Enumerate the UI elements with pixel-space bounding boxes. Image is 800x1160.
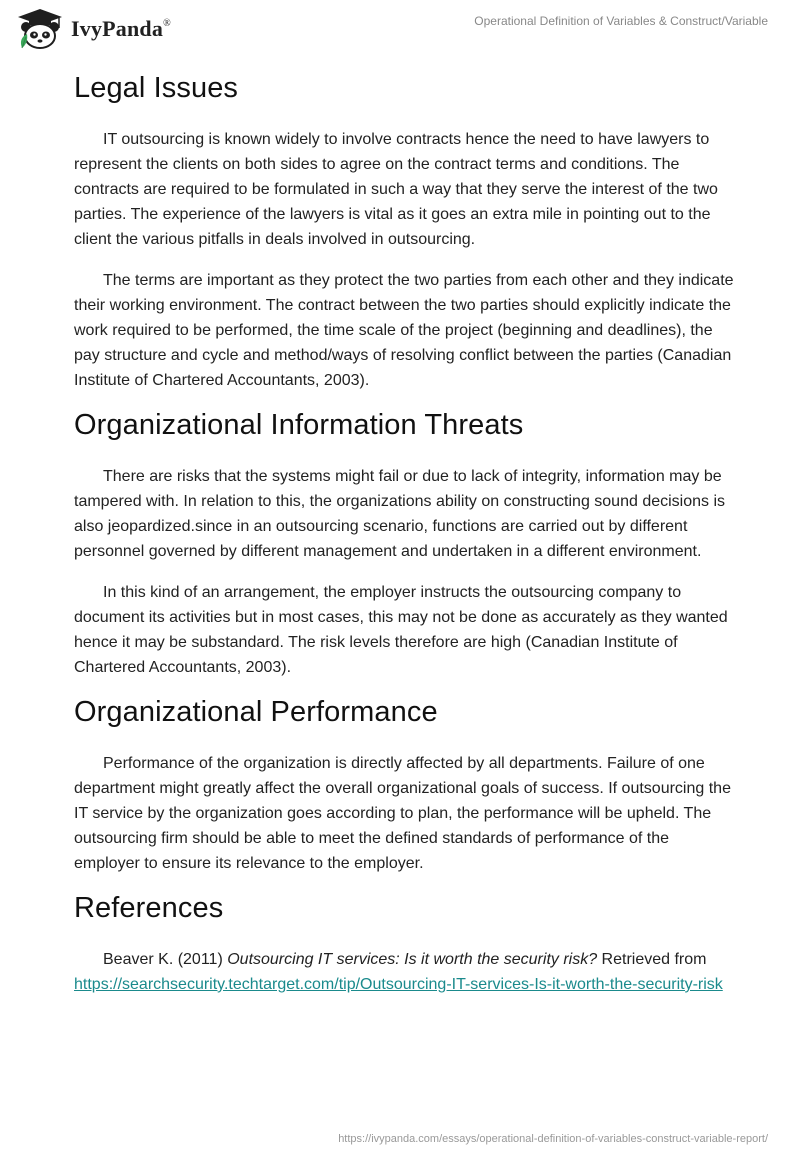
section-heading: Organizational Information Threats bbox=[74, 409, 524, 441]
section-references bbox=[74, 892, 734, 997]
ivypanda-logo[interactable] bbox=[15, 8, 171, 50]
document-title: Operational Definition of Variables & Construct/Variable bbox=[474, 14, 768, 28]
paragraph: In this kind of an arrangement, the employer instructs the outsourcing company to document its activities but in most cases, this may not be done as accurately as they wanted hence it may be substandard. The risk levels therefore are high (Canadian Institute of Chartered Accountants, 2003). bbox=[74, 584, 728, 676]
section-heading: Organizational Performance bbox=[74, 696, 438, 728]
paragraph: The terms are important as they protect the two parties from each other and they indicate their working environment. The contract between the two parties should explicitly indicate the work required to be performed, the time scale of the project (beginning and deadlines), the pay structure and cycle and method/ways of resolving conflict between the parties (Canadian Institute of Chartered Accountants, 2003). bbox=[74, 272, 734, 389]
paragraph: IT outsourcing is known widely to involve contracts hence the need to have lawyers to represent the clients on both sides to agree on the contract terms and conditions. The contracts are required to be formulated in such a way that they serve the interest of the two parties. The experience of the lawyers is vital as it goes an extra mile in pointing out to the client the various pitfalls in deals involved in outsourcing. bbox=[74, 131, 718, 248]
reference-link[interactable]: https://searchsecurity.techtarget.com/tip/Outsourcing-IT-services-Is-it-worth-the-security-risk bbox=[74, 976, 723, 993]
reference-author-year: Beaver K. (2011) bbox=[103, 951, 228, 968]
page-header bbox=[0, 0, 800, 56]
panda-graduate-icon bbox=[15, 8, 65, 50]
section-organizational-performance bbox=[74, 696, 734, 876]
section-heading: Legal Issues bbox=[74, 72, 239, 104]
section-organizational-information-threats bbox=[74, 409, 734, 680]
paragraph: There are risks that the systems might fail or due to lack of integrity, information may be tampered with. In relation to this, the organizations ability on constructing sound decisions is also jeopardized.since in an outsourcing scenario, functions are carried out by different personnel governed by different management and undertaken in a different environment. bbox=[74, 468, 726, 560]
essay-content bbox=[74, 72, 734, 1013]
section-legal-issues bbox=[74, 72, 734, 393]
footer-source-url: https://ivypanda.com/essays/operational-definition-of-variables-construct-variable-report/ bbox=[338, 1133, 768, 1145]
brand-name: IvyPanda® bbox=[71, 16, 171, 41]
paragraph: Performance of the organization is directly affected by all departments. Failure of one department might greatly affect the overall organizational goals of success. If outsourcing the IT service by the organization goes according to plan, the performance will be upheld. The outsourcing firm should be able to meet the defined standards of performance of the employer to ensure its relevance to the employer. bbox=[74, 755, 731, 872]
references-heading: References bbox=[74, 892, 224, 924]
reference-title: Outsourcing IT services: Is it worth the security risk? bbox=[227, 951, 598, 968]
reference-retrieved: Retrieved from bbox=[597, 951, 707, 968]
reference-entry bbox=[74, 947, 734, 997]
